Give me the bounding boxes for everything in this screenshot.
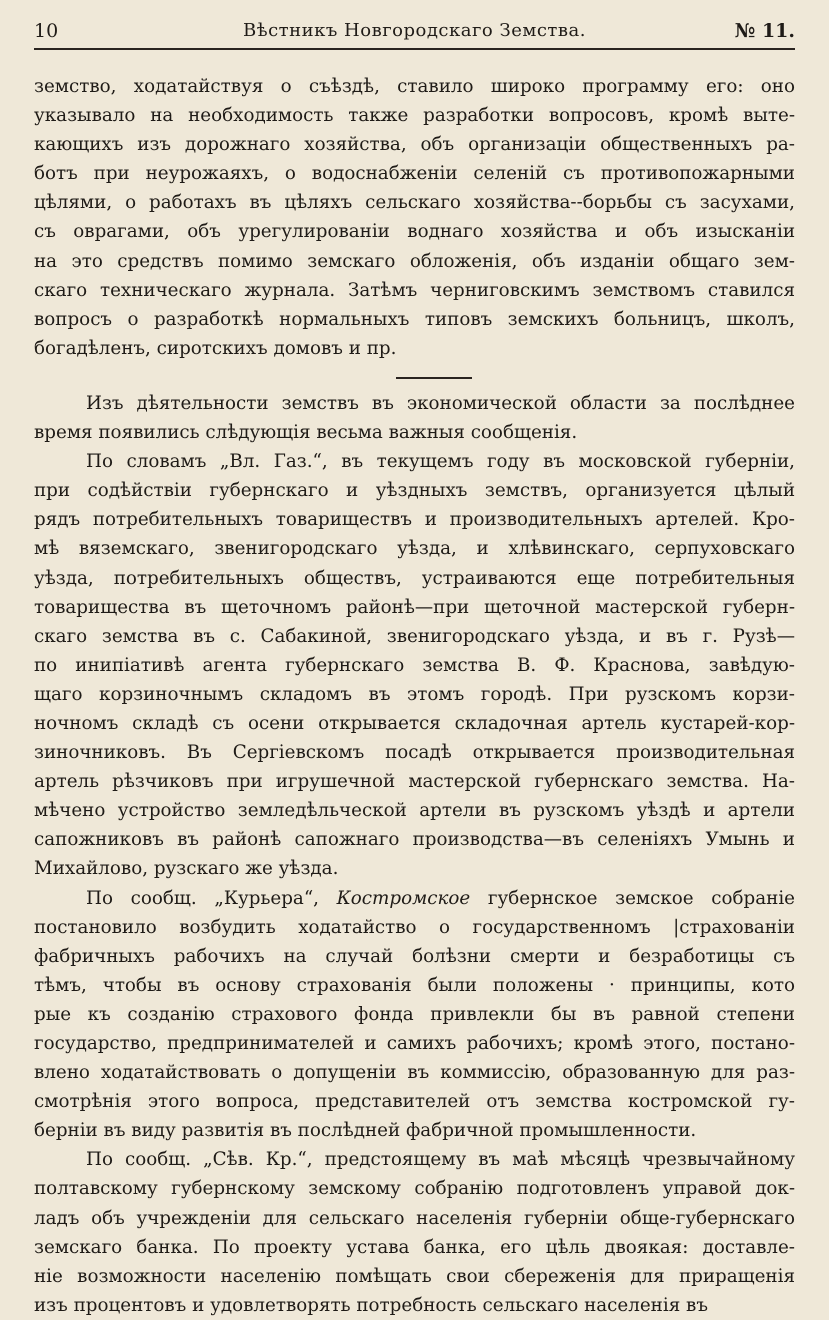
text-line: ладъ объ учрежденіи для сельскаго населенія губерніи обще-губернскаго	[34, 1207, 795, 1229]
text-line: тѣмъ, чтобы въ основу страхованія были положены · принципы, кото	[34, 974, 795, 996]
text-line: По словамъ „Вл. Газ.“, въ текущемъ году въ московской губерніи,	[86, 451, 795, 473]
text-line: По сообщ. „Курьера“, Костромское губернское земское собраніе	[86, 887, 795, 909]
paragraph	[34, 884, 795, 1146]
paragraph	[34, 1145, 795, 1320]
text-line: скаго техническаго журнала. Затѣмъ черниговскимъ земствомъ ставился	[34, 279, 795, 301]
page-number: 10	[34, 20, 59, 42]
text-line: По сообщ. „Сѣв. Кр.“, предстоящему въ маѣ мѣсяцѣ чрезвычайному	[86, 1149, 795, 1171]
text-line: съ оврагами, объ урегулированіи воднаго хозяйства и объ изысканіи	[34, 221, 795, 243]
issue-number: № 11.	[734, 20, 795, 42]
text-line: государство, предпринимателей и самихъ рабочихъ; кромѣ этого, постано-	[34, 1033, 795, 1054]
text-line: Михайлово, рузскаго же уѣзда.	[34, 858, 339, 880]
text-line: земскаго банка. По проекту устава банка, его цѣль двоякая: доставле-	[34, 1236, 795, 1258]
text-line: сапожниковъ въ районѣ сапожнаго производства—въ селеніяхъ Умынь и	[34, 829, 795, 851]
text-line: ночномъ складѣ съ осени открывается складочная артель кустарей-кор-	[34, 712, 795, 734]
text-line: зиночниковъ. Въ Сергіевскомъ посадѣ открывается производительная	[34, 742, 795, 764]
text-line: мѣ вяземскаго, звенигородскаго уѣзда, и хлѣвинскаго, серпуховскаго	[34, 538, 795, 560]
text-line: при содѣйствіи губернскаго и уѣздныхъ земствъ, организуется цѣлый	[34, 480, 795, 502]
text-line: богадѣленъ, сиротскихъ домовъ и пр.	[34, 337, 397, 359]
paragraph	[34, 72, 795, 363]
text-line: смотрѣнія этого вопроса, представителей отъ земства костромской гу-	[34, 1091, 795, 1113]
text-line: берніи въ виду развитія въ послѣдней фабричной промышленности.	[34, 1120, 697, 1142]
text-line: Изъ дѣятельности земствъ въ экономической области за послѣднее	[86, 392, 795, 414]
text-line: ботъ при неурожаяхъ, о водоснабженіи селеній съ противопожарными	[34, 163, 795, 185]
text-line: цѣлями, о работахъ въ цѣляхъ сельскаго хозяйства--борьбы съ засухами,	[34, 192, 795, 214]
journal-title: Вѣстникъ Новгородскаго Земства.	[243, 20, 586, 41]
text-line: рые къ созданію страхового фонда привлекли бы въ равной степени	[34, 1003, 795, 1025]
text-line: уѣзда, потребительныхъ обществъ, устраиваются еще потребительныя	[34, 567, 795, 589]
section-separator	[34, 363, 795, 389]
article-body	[34, 72, 795, 1320]
text-line: влено ходатайствовать о допущеніи въ коммиссію, образованную для раз-	[34, 1062, 795, 1084]
text-line: вопросъ о разработкѣ нормальныхъ типовъ земскихъ больницъ, школъ,	[34, 308, 795, 330]
text-line: изъ процентовъ и удовлетворять потребность сельскаго населенія въ	[34, 1294, 708, 1316]
text-line: артель рѣзчиковъ при игрушечной мастерской губернскаго земства. На-	[34, 771, 795, 793]
text-line: мѣчено устройство земледѣльческой артели въ рузскомъ уѣздѣ и артели	[34, 800, 795, 822]
paragraph	[34, 447, 795, 883]
text-line: на это средствъ помимо земскаго обложенія, объ изданіи общаго зем-	[34, 250, 795, 272]
text-line: кающихъ изъ дорожнаго хозяйства, объ организаціи общественныхъ ра-	[34, 134, 795, 156]
text-line: щаго корзиночнымъ складомъ въ этомъ городѣ. При рузскомъ корзи-	[34, 683, 795, 705]
text-line: фабричныхъ рабочихъ на случай болѣзни смерти и безработицы съ	[34, 945, 795, 967]
separator-rule	[396, 377, 472, 379]
text-line: скаго земства въ с. Сабакиной, звенигородскаго уѣзда, и въ г. Рузѣ—	[34, 625, 795, 647]
paragraph	[34, 389, 795, 447]
header-rule	[34, 48, 795, 50]
text-line: ніе возможности населенію помѣщать свои сбереженія для приращенія	[34, 1265, 795, 1287]
text-line: рядъ потребительныхъ товариществъ и производительныхъ артелей. Кро-	[34, 509, 795, 531]
text-line: полтавскому губернскому земскому собранію подготовленъ управой док-	[34, 1178, 795, 1200]
text-line: указывало на необходимость также разработки вопросовъ, кромѣ выте-	[34, 105, 795, 127]
text-line: постановило возбудить ходатайство о государственномъ |страхованіи	[34, 916, 795, 938]
text-line: время появились слѣдующія весьма важныя сообщенія.	[34, 422, 578, 444]
text-line: земство, ходатайствуя о съѣздѣ, ставило широко программу его: оно	[34, 76, 795, 97]
text-line: по инипіативѣ агента губернскаго земства В. Ф. Краснова, завѣдую-	[34, 654, 795, 676]
running-header	[34, 14, 795, 48]
text-line: товарищества въ щеточномъ районѣ—при щеточной мастерской губерн-	[34, 596, 795, 618]
